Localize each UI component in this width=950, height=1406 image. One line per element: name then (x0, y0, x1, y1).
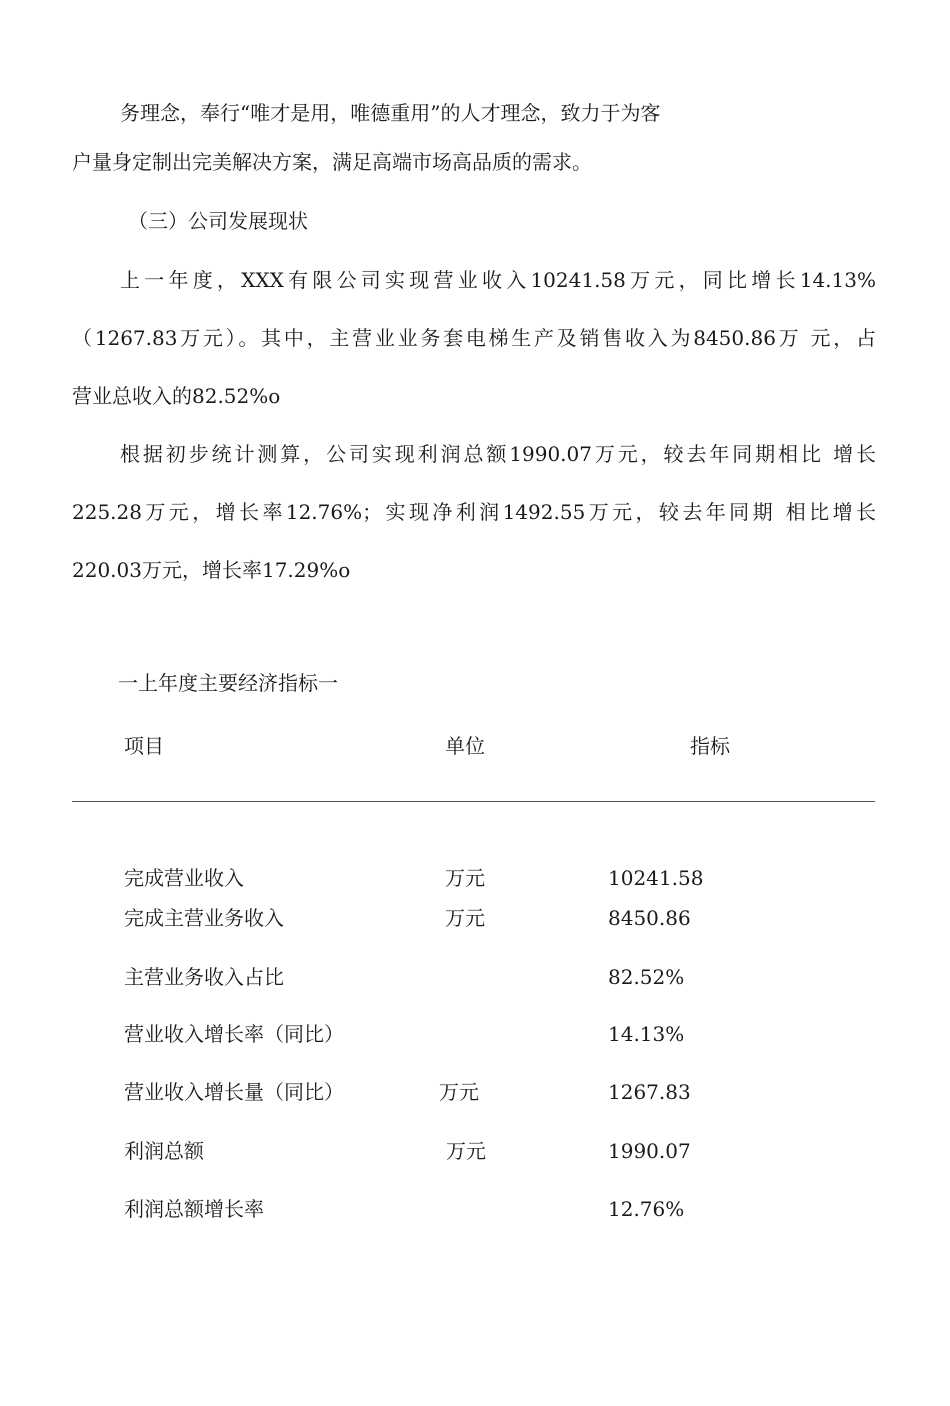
row-value: 1267.83 (608, 1080, 691, 1104)
row-item: 利润总额增长率 (124, 1197, 264, 1221)
row-item: 营业收入增长率（同比） (124, 1022, 344, 1046)
text-line: 户量身定制出完美解决方案，满足高端市场高品质的需求。 (72, 150, 592, 174)
table-title: 一上年度主要经济指标一 (118, 671, 338, 695)
column-header-value: 指标 (690, 734, 730, 758)
row-unit: 万元 (446, 1139, 486, 1163)
row-value: 1990.07 (608, 1139, 691, 1163)
text-line: 225.28万元，增长率12.76%；实现净利润1492.55万元，较去年同期 相比增长 (72, 500, 876, 524)
row-item: 主营业务收入占比 (124, 965, 284, 989)
row-value: 10241.58 (608, 866, 704, 890)
text-line: 营业总收入的82.52%o (72, 384, 281, 408)
row-item: 利润总额 (124, 1139, 204, 1163)
text-line: 上一年度，XXX有限公司实现营业收入10241.58万元，同比增长14.13% (120, 268, 876, 292)
row-unit: 万元 (439, 1080, 479, 1104)
text-line: 220.03万元，增长率17.29%o (72, 558, 351, 582)
text-line: （1267.83万元）。其中，主营业业务套电梯生产及销售收入为8450.86万 元，占 (72, 326, 876, 350)
row-value: 8450.86 (608, 906, 691, 930)
row-item: 营业收入增长量（同比） (124, 1080, 344, 1104)
text-line: 根据初步统计测算，公司实现利润总额1990.07万元，较去年同期相比 增长 (120, 442, 876, 466)
row-unit: 万元 (445, 906, 485, 930)
header-divider (72, 801, 875, 802)
row-value: 14.13% (608, 1022, 685, 1046)
row-unit: 万元 (445, 866, 485, 890)
row-value: 82.52% (608, 965, 685, 989)
row-value: 12.76% (608, 1197, 685, 1221)
row-item: 完成营业收入 (124, 866, 244, 890)
column-header-item: 项目 (124, 734, 164, 758)
section-heading: （三）公司发展现状 (128, 209, 308, 233)
column-header-unit: 单位 (445, 734, 485, 758)
row-item: 完成主营业务收入 (124, 906, 284, 930)
text-line: 务理念，奉行“唯才是用，唯德重用”的人才理念，致力于为客 (120, 101, 661, 125)
